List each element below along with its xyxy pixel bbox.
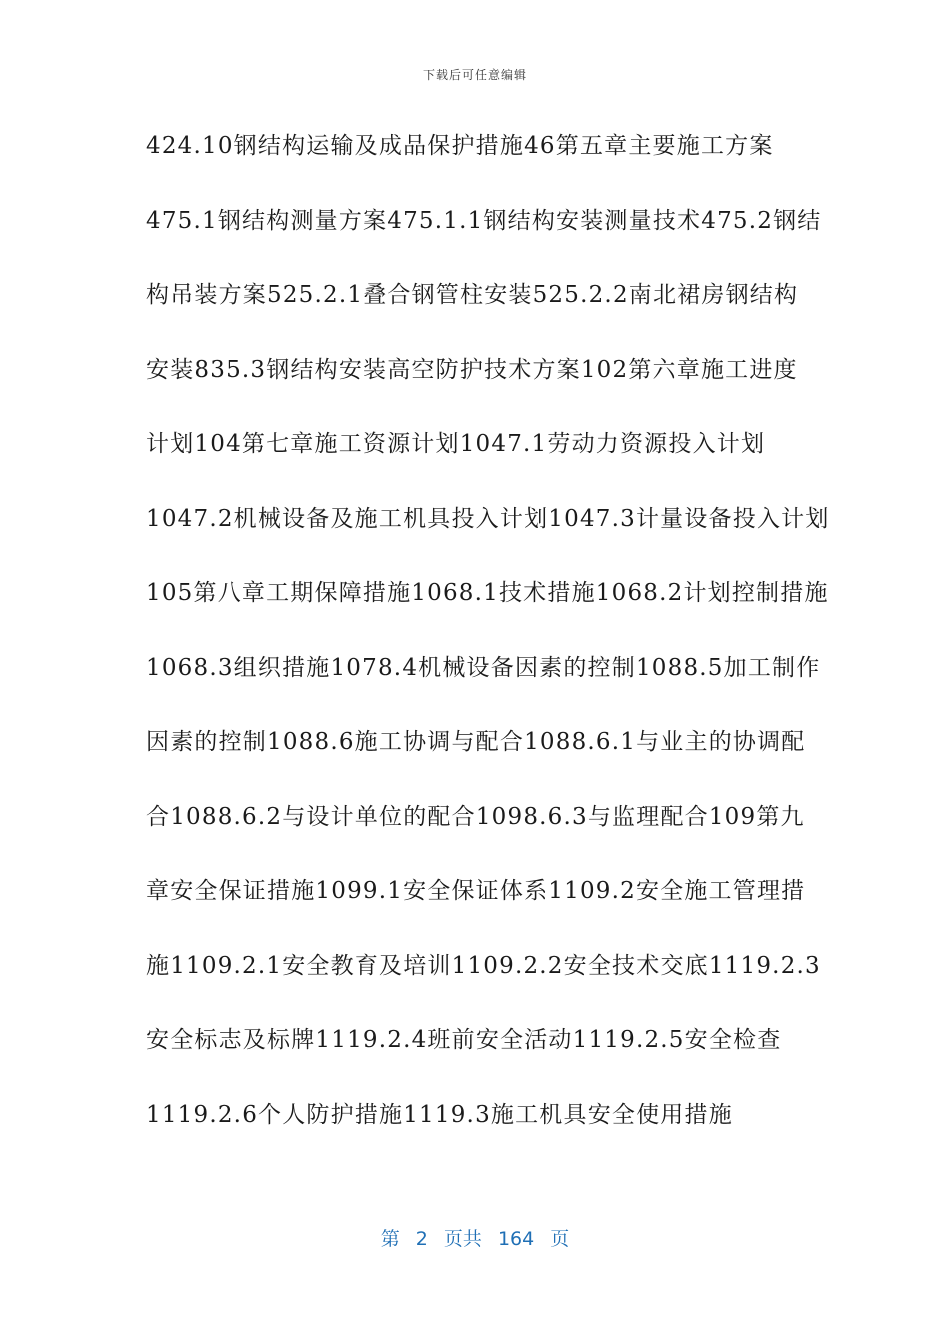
text-line: 安全标志及标牌1119.2.4班前安全活动1119.2.5安全检查	[146, 1027, 782, 1053]
footer-prefix: 第	[380, 1228, 400, 1250]
text-line: 合1088.6.2与设计单位的配合1098.6.3与监理配合109第九	[146, 803, 805, 830]
text-line: 计划104第七章施工资源计划1047.1劳动力资源投入计划	[146, 431, 766, 457]
footer-suffix: 页	[550, 1228, 570, 1250]
text-line: 安装835.3钢结构安装高空防护技术方案102第六章施工进度	[146, 356, 798, 383]
current-page-number: 2	[415, 1228, 428, 1250]
total-pages-number: 164	[497, 1228, 535, 1250]
text-line: 475.1钢结构测量方案475.1.1钢结构安装测量技术475.2钢结	[146, 207, 822, 234]
page-header: 下载后可任意编辑	[422, 68, 527, 82]
text-line: 构吊装方案525.2.1叠合钢管柱安装525.2.2南北裙房钢结构	[146, 282, 799, 308]
text-line: 1119.2.6个人防护措施1119.3施工机具安全使用措施	[146, 1101, 733, 1128]
text-line: 1068.3组织措施1078.4机械设备因素的控制1088.5加工制作	[146, 654, 821, 681]
page-footer	[0, 1224, 950, 1251]
text-line: 施1109.2.1安全教育及培训1109.2.2安全技术交底1119.2.3	[146, 952, 821, 979]
text-line: 1047.2机械设备及施工机具投入计划1047.3计量设备投入计划	[146, 505, 830, 532]
text-line: 因素的控制1088.6施工协调与配合1088.6.1与业主的协调配	[146, 729, 806, 755]
text-line: 章安全保证措施1099.1安全保证体系1109.2安全施工管理措	[146, 878, 806, 904]
footer-middle: 页共	[443, 1228, 482, 1250]
document-body	[146, 124, 830, 1167]
text-line: 424.10钢结构运输及成品保护措施46第五章主要施工方案	[146, 133, 774, 159]
text-line: 105第八章工期保障措施1068.1技术措施1068.2计划控制措施	[146, 580, 829, 606]
